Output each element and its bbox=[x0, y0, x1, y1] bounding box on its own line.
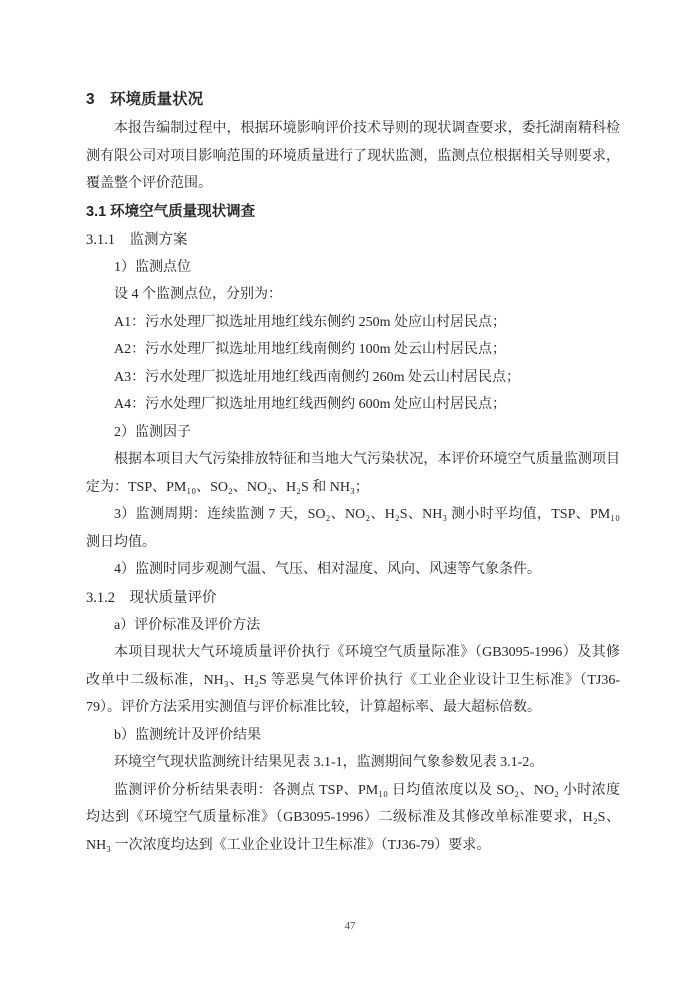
item-b-text-2: 监测评价分析结果表明：各测点 TSP、PM₁₀ 日均值浓度以及 SO₂、NO₂ 小时浓度均达到《环境空气质量标准》（GB3095-1996）二级标准及其修改单标准要求，H₂S、NH₃ 一次浓度均达到《工业企业设计卫生标准》（TJ36-79）要求。 bbox=[86, 782, 620, 853]
point-4-text: 4）监测时同步观测气温、气压、相对湿度、风向、风速等气象条件。 bbox=[114, 562, 541, 577]
monitoring-point-a1: A1：污水处理厂拟选址用地红线东侧约 250m 处应山村居民点； bbox=[114, 314, 506, 330]
item-a-text: 本项目现状大气环境质量评价执行《环境空气质量际准》（GB3095-1996）及其修改单中二级标准，NH₃、H₂S 等恶臭气体评价执行《工业企业设计卫生标准》（TJ36-79）。评价方法采用实测值与评价标准比较，计算超标率、最大超标倍数。 bbox=[86, 645, 620, 715]
monitoring-point-a3: A3：污水处理厂拟选址用地红线西南侧约 260m 处云山村居民点； bbox=[114, 369, 520, 385]
monitoring-point-a2: A2：污水处理厂拟选址用地红线南侧约 100m 处云山村居民点； bbox=[114, 342, 506, 357]
page-number: 47 bbox=[344, 920, 356, 932]
document-content bbox=[86, 86, 620, 859]
item-b-text-1: 环境空气现状监测统计结果见表 3.1-1，监测期间气象参数见表 3.1-2。 bbox=[114, 755, 544, 770]
point-1-intro: 设 4 个监测点位，分别为： bbox=[114, 287, 282, 302]
section-3-1-heading: 3.1 环境空气质量现状调查 bbox=[86, 203, 256, 220]
item-a-title: a）评价标准及评价方法 bbox=[114, 617, 261, 633]
point-2-text: 根据本项目大气污染排放特征和当地大气污染状况，本评价环境空气质量监测项目定为：TSP、PM₁₀、SO₂、NO₂、H₂S 和 NH₃； bbox=[86, 452, 620, 495]
monitoring-point-a4: A4：污水处理厂拟选址用地红线西侧约 600m 处应山村居民点； bbox=[114, 397, 506, 412]
point-2-title: 2）监测因子 bbox=[114, 424, 191, 440]
chapter-heading: 3 环境质量状况 bbox=[86, 91, 204, 108]
section-3-1-2-heading: 3.1.2 现状质量评价 bbox=[86, 589, 217, 606]
point-1-title: 1）监测点位 bbox=[114, 259, 191, 275]
chapter-intro-paragraph: 本报告编制过程中，根据环境影响评价技术导则的现状调查要求，委托湖南精科检测有限公司对项目影响范围的环境质量进行了现状监测，监测点位根据相关导则要求，覆盖整个评价范围。 bbox=[86, 121, 620, 191]
item-b-title: b）监测统计及评价结果 bbox=[114, 727, 261, 743]
point-3-text: 3）监测周期：连续监测 7 天，SO₂、NO₂、H₂S、NH₃ 测小时平均值，TSP、PM₁₀ 测日均值。 bbox=[86, 507, 620, 550]
section-3-1-1-heading: 3.1.1 监测方案 bbox=[86, 231, 188, 248]
